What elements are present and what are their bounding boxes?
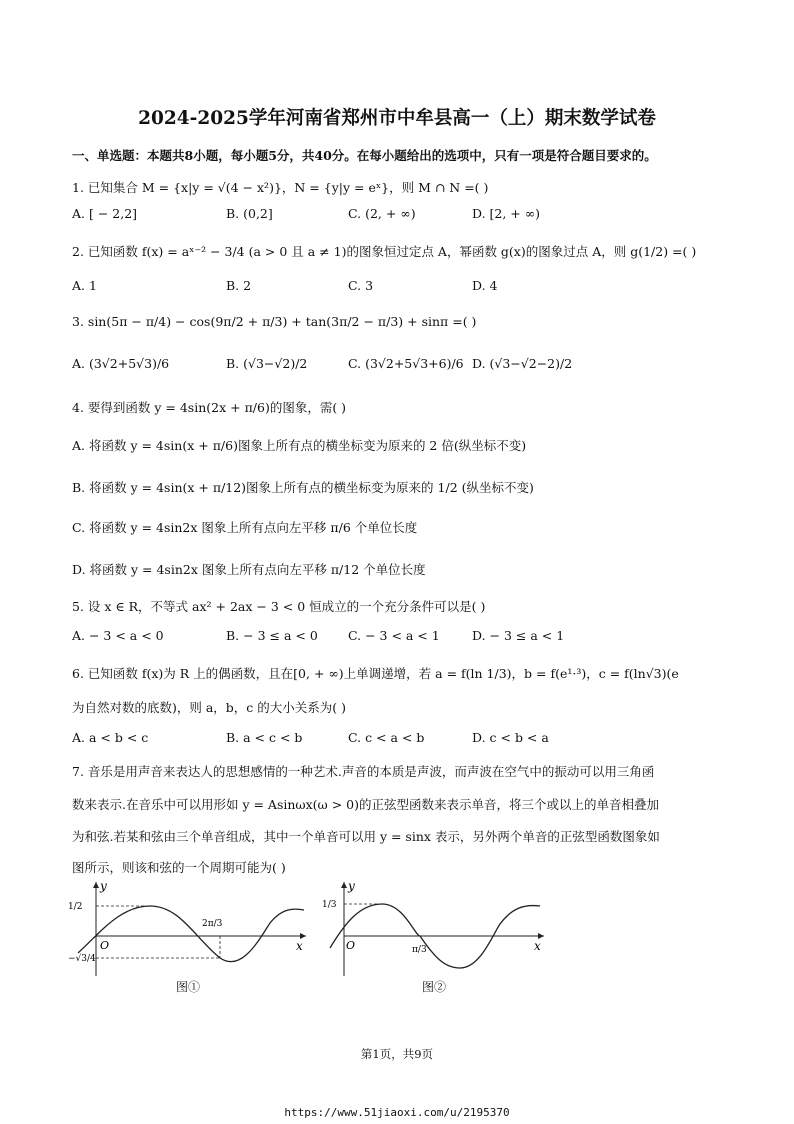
q4-option-a: A. 将函数 y = 4sin(x + π/6)图象上所有点的横坐标变为原来的 2 倍(纵坐标不变) [72,438,527,453]
q3-option-d: D. (√3−√2−2)/2 [472,356,573,371]
q1-option-c: C. (2, + ∞) [348,206,416,221]
q5-option-d: D. − 3 ≤ a < 1 [472,628,565,643]
figure-1-graph [70,878,310,978]
q4-option-c: C. 将函数 y = 4sin2x 图象上所有点向左平移 π/6 个单位长度 [72,520,418,535]
question-7: 7. 音乐是用声音来表达人的思想感情的一种艺术.声音的本质是声波，而声波在空气中的振动可以用三角函 [72,764,655,779]
fig1-origin: O [100,939,110,952]
question-1: 1. 已知集合 M = {x|y = √(4 − x²)}，N = {y|y = eˣ}，则 M ∩ N =( ) [72,180,489,195]
q3-option-c: C. (3√2+5√3+6)/6 [348,356,464,371]
q6-option-a: A. a < b < c [72,730,149,745]
q3-option-a: A. (3√2+5√3)/6 [72,356,170,371]
question-3: 3. sin(5π − π/4) − cos(9π/2 + π/3) + tan(3π/2 − π/3) + sinπ =( ) [72,314,477,329]
q2-option-c: C. 3 [348,278,374,293]
q2-option-b: B. 2 [226,278,252,293]
q2-option-d: D. 4 [472,278,498,293]
page-title: 2024-2025学年河南省郑州市中牟县高一（上）期末数学试卷 [138,108,656,129]
question-4: 4. 要得到函数 y = 4sin(2x + π/6)的图象，需( ) [72,400,347,415]
q1-option-a: A. [ − 2,2] [72,206,138,221]
question-6-cont: 为自然对数的底数)，则 a，b，c 的大小关系为( ) [72,700,347,715]
page-footer: 第1页，共9页 [360,1047,434,1061]
section-heading: 一、单选题：本题共8小题，每小题5分，共40分。在每小题给出的选项中，只有一项是符合题目要求的。 [72,148,657,163]
q5-option-a: A. − 3 < a < 0 [72,628,164,643]
question-5: 5. 设 x ∈ R，不等式 ax² + 2ax − 3 < 0 恒成立的一个充分条件可以是( ) [72,599,486,614]
figure-2-caption: 图② [422,980,447,994]
fig1-x-label: x [296,939,303,953]
fig2-origin: O [346,939,356,952]
q2-option-a: A. 1 [72,278,97,293]
question-7-line2: 数来表示.在音乐中可以用形如 y = Asinωx(ω > 0)的正弦型函数来表示单音，将三个或以上的单音相叠加 [72,797,659,812]
question-2: 2. 已知函数 f(x) = aˣ⁻² − 3/4 (a > 0 且 a ≠ 1)的图象恒过定点 A，幂函数 g(x)的图象过点 A，则 g(1/2) =( ) [72,244,697,259]
q4-option-b: B. 将函数 y = 4sin(x + π/12)图象上所有点的横坐标变为原来的 1/2 (纵坐标不变) [72,480,534,495]
fig2-x-label: x [534,939,541,953]
fig2-x-mark: π/3 [412,945,427,955]
figure-2-graph [320,878,550,978]
fig2-y-label: y [348,879,355,893]
q4-option-d: D. 将函数 y = 4sin2x 图象上所有点向左平移 π/12 个单位长度 [72,562,426,577]
fig1-y-top: 1/2 [68,902,83,912]
q5-option-b: B. − 3 ≤ a < 0 [226,628,318,643]
q6-option-d: D. c < b < a [472,730,549,745]
watermark-link[interactable]: https://www.51jiaoxi.com/u/2195370 [284,1106,510,1119]
question-7-line4: 图所示，则该和弦的一个周期可能为( ) [72,860,286,875]
q6-option-b: B. a < c < b [226,730,303,745]
question-7-line3: 为和弦.若某和弦由三个单音组成，其中一个单音可以用 y = sinx 表示，另外两个单音的正弦型函数图象如 [72,829,660,844]
q6-option-c: C. c < a < b [348,730,425,745]
q3-option-b: B. (√3−√2)/2 [226,356,308,371]
q5-option-c: C. − 3 < a < 1 [348,628,440,643]
q1-option-b: B. (0,2] [226,206,273,221]
figure-1-caption: 图① [176,980,201,994]
fig1-y-label: y [100,879,107,893]
question-6: 6. 已知函数 f(x)为 R 上的偶函数，且在[0, + ∞)上单调递增，若 a = f(ln 1/3)，b = f(e¹·³)，c = f(ln√3)(e [72,666,679,681]
fig1-x-mark: 2π/3 [202,919,223,929]
fig2-y-top: 1/3 [322,900,337,910]
fig1-y-bottom: −√3/4 [68,954,96,964]
q1-option-d: D. [2, + ∞) [472,206,541,221]
